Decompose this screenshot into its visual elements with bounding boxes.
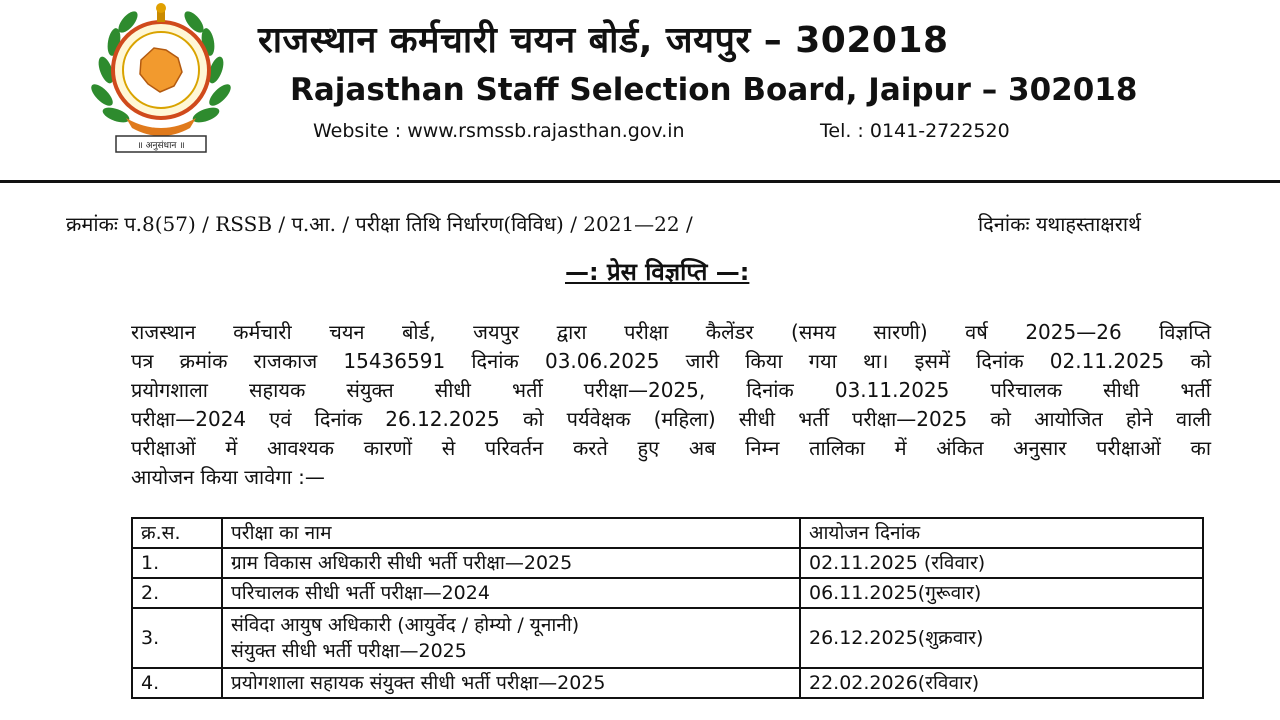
row-serial: 2. (132, 578, 222, 608)
table-header-row (132, 518, 1203, 548)
website-text: Website : www.rsmssb.rajasthan.gov.in (313, 120, 685, 142)
paragraph-line: पत्र क्रमांक राजकाज 15436591 दिनांक 03.06.2025 जारी किया गया था। इसमें दिनांक 02.11.2025 को (131, 349, 1211, 373)
reference-date: दिनांकः यथाहस्ताक्षरार्थ (978, 212, 1141, 236)
paragraph-line: राजस्थान कर्मचारी चयन बोर्ड, जयपुर द्वारा परीक्षा कैलेंडर (समय सारणी) वर्ष 2025—26 विज्ञप्ति (131, 320, 1211, 344)
rssb-logo (86, 0, 236, 160)
paragraph-line: परीक्षाओं में आवश्यक कारणों से परिवर्तन करते हुए अब निम्न तालिका में अंकित अनुसार परीक्षाओं का (131, 436, 1211, 460)
header-exam-name: परीक्षा का नाम (222, 518, 800, 548)
header-divider (0, 180, 1280, 183)
emblem-icon (86, 0, 236, 160)
telephone-text: Tel. : 0141-2722520 (820, 120, 1010, 142)
row-exam-name-line: संविदा आयुष अधिकारी (आयुर्वेद / होम्यो / यूनानी) (231, 614, 580, 636)
row-exam-date: 26.12.2025(शुक्रवार) (800, 608, 1203, 668)
row-exam-date: 02.11.2025 (रविवार) (800, 548, 1203, 578)
row-exam-date: 06.11.2025(गुरूवार) (800, 578, 1203, 608)
row-serial: 4. (132, 668, 222, 698)
paragraph-line: परीक्षा—2024 एवं दिनांक 26.12.2025 को पर्यवेक्षक (महिला) सीधी भर्ती परीक्षा—2025 को आयोजित होने वाली (131, 407, 1211, 431)
header-exam-date: आयोजन दिनांक (800, 518, 1203, 548)
table-row (132, 578, 1203, 608)
table-row (132, 548, 1203, 578)
row-exam-date: 22.02.2026(रविवार) (800, 668, 1203, 698)
row-exam-name (222, 608, 800, 668)
table-row (132, 608, 1203, 668)
notice-paragraph (131, 318, 1211, 492)
paragraph-line: प्रयोगशाला सहायक संयुक्त सीधी भर्ती परीक्षा—2025, दिनांक 03.11.2025 परिचालक सीधी भर्ती (131, 378, 1211, 402)
reference-number: क्रमांकः प.8(57) / RSSB / प.आ. / परीक्षा तिथि निर्धारण(विविध) / 2021—22 / (66, 212, 693, 236)
press-release-title: —: प्रेस विज्ञप्ति —: (565, 258, 750, 286)
row-exam-name: प्रयोगशाला सहायक संयुक्त सीधी भर्ती परीक्षा—2025 (222, 668, 800, 698)
board-title-english: Rajasthan Staff Selection Board, Jaipur – 302018 (290, 72, 1138, 108)
row-exam-name: ग्राम विकास अधिकारी सीधी भर्ती परीक्षा—2025 (222, 548, 800, 578)
paragraph-line: आयोजन किया जावेगा :— (131, 465, 325, 489)
exam-schedule-table (131, 517, 1204, 699)
table-row (132, 668, 1203, 698)
row-serial: 3. (132, 608, 222, 668)
row-exam-name-line: संयुक्त सीधी भर्ती परीक्षा—2025 (231, 640, 467, 662)
logo-motto: ॥ अनुसंधान ॥ (137, 141, 185, 151)
row-exam-name: परिचालक सीधी भर्ती परीक्षा—2024 (222, 578, 800, 608)
row-serial: 1. (132, 548, 222, 578)
header-serial: क्र.स. (132, 518, 222, 548)
board-title-hindi: राजस्थान कर्मचारी चयन बोर्ड, जयपुर – 302018 (258, 20, 949, 61)
